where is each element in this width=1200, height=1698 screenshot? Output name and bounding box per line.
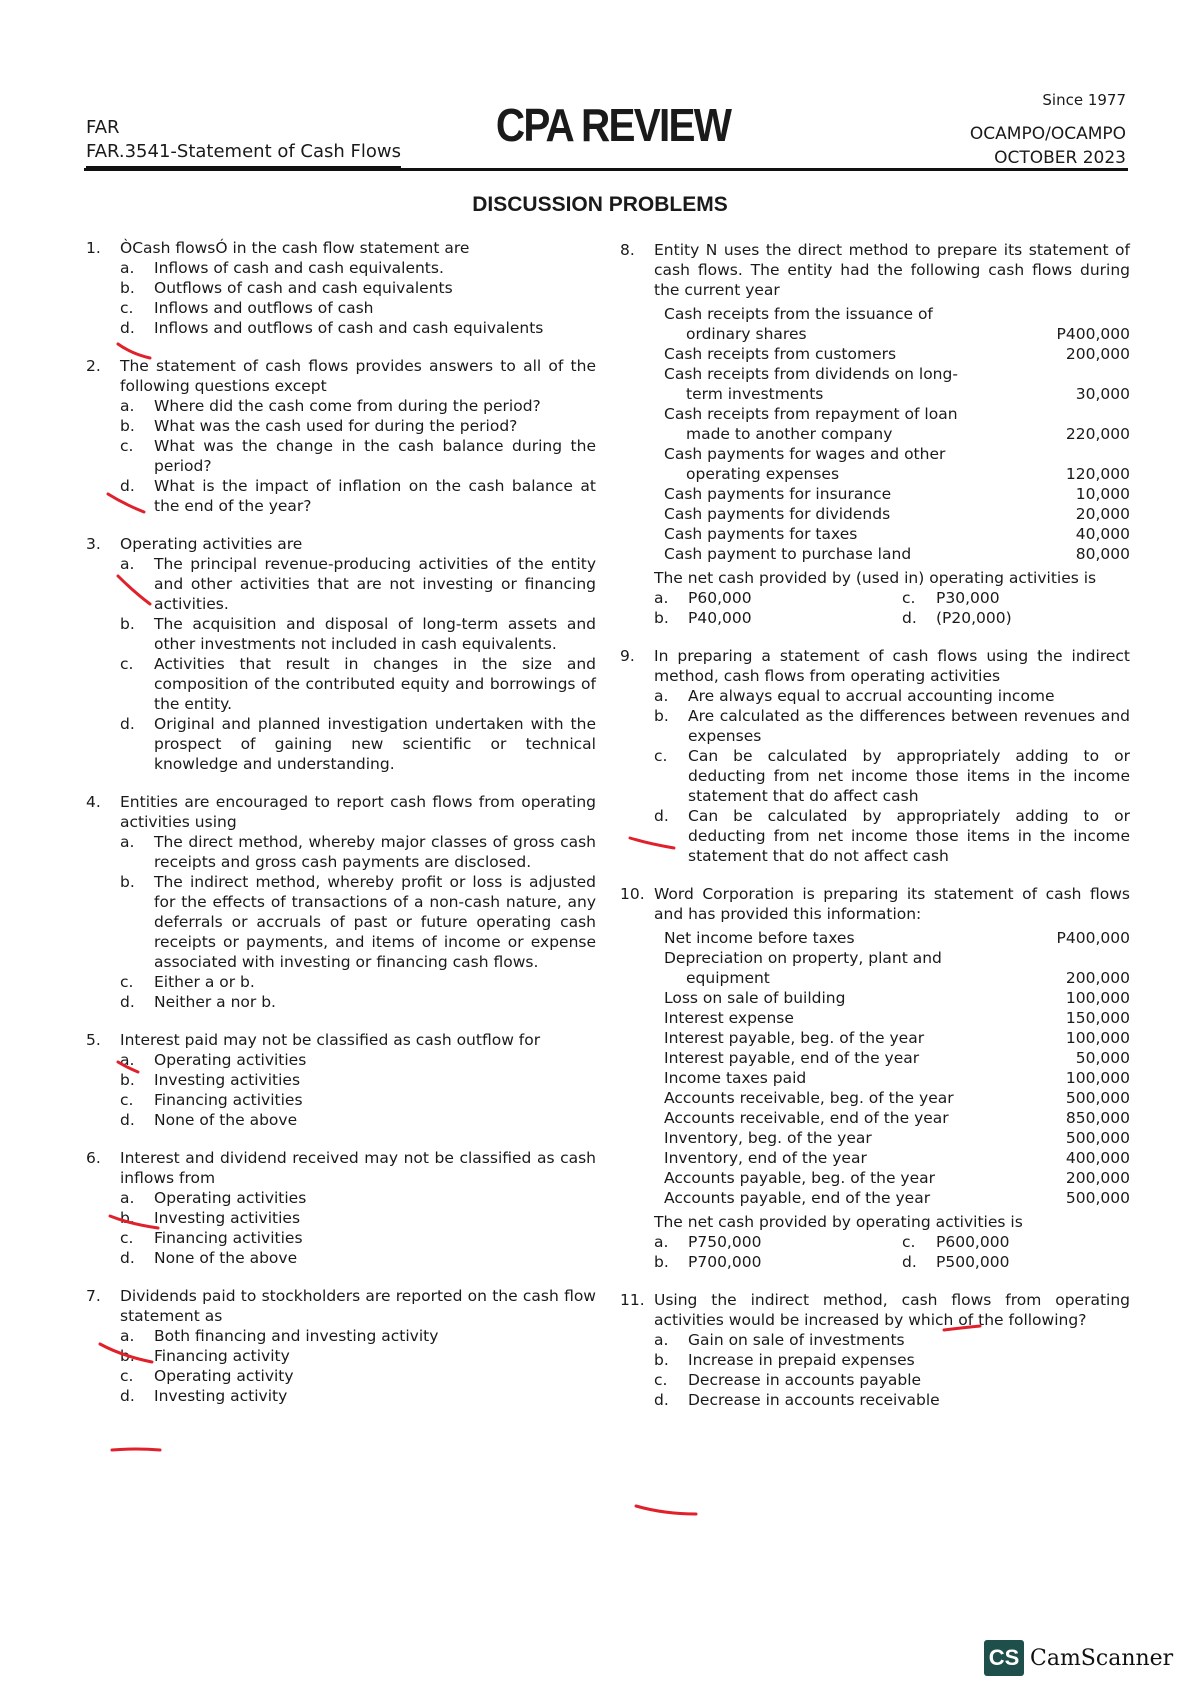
option: c. Can be calculated by appropriately adding to or deducting from net income those items in the income statement that do affect cash [654, 747, 1130, 805]
option: d. Original and planned investigation undertaken with the prospect of gaining new scientific or technical knowledge and understanding. [120, 715, 596, 773]
question-number: 11. [620, 1291, 645, 1309]
option: b. Increase in prepaid expenses [654, 1351, 915, 1369]
question-number: 5. [86, 1031, 101, 1049]
question-text: The statement of cash flows provides answers to all of the following questions except [120, 357, 596, 395]
question-text: Entity N uses the direct method to prepare its statement of cash flows. The entity had the following cash flows during the current year [654, 241, 1130, 299]
option: d. What is the impact of inflation on the cash balance at the end of the year? [120, 477, 596, 515]
question-text: Interest paid may not be classified as cash outflow for [120, 1031, 541, 1049]
option: b. What was the cash used for during the period? [120, 417, 518, 435]
camscanner-brand: CamScanner [1030, 1645, 1174, 1671]
question-number: 2. [86, 357, 101, 375]
option: c. P600,000 [902, 1233, 1010, 1251]
option: d. Decrease in accounts receivable [654, 1391, 940, 1409]
option: a. The direct method, whereby major classes of gross cash receipts and gross cash payments are disclosed. [120, 833, 596, 871]
cpa-review-title: CPA REVIEW [495, 99, 731, 151]
question-prompt: The net cash provided by (used in) operating activities is [654, 569, 1097, 587]
date-label: OCTOBER 2023 [994, 148, 1126, 168]
option: b. Outflows of cash and cash equivalents [120, 279, 453, 297]
option: a. Operating activities [120, 1189, 307, 1207]
option: d. P500,000 [902, 1253, 1010, 1271]
option: c. Financing activities [120, 1229, 303, 1247]
option: a. P60,000 [654, 589, 752, 607]
option: b. P700,000 [654, 1253, 762, 1271]
option: c. Either a or b. [120, 973, 255, 991]
option: c. Financing activities [120, 1091, 303, 1109]
question-text: Dividends paid to stockholders are reported on the cash flow statement as [120, 1287, 596, 1325]
option: d. Inflows and outflows of cash and cash equivalents [120, 319, 544, 337]
option: b. The acquisition and disposal of long-term assets and other investments not included in cash equivalents. [120, 615, 596, 653]
option: d. Investing activity [120, 1387, 288, 1405]
section-title: DISCUSSION PROBLEMS [472, 193, 728, 216]
table-row: Cash receipts from customers 200,000 [664, 345, 1130, 363]
question-number: 1. [86, 239, 101, 257]
option: b. The indirect method, whereby profit or loss is adjusted for the effects of transactions of a non-cash nature, any deferrals or accruals of past or future operating cash receipts or payments, and items of income or expense associated with investing or financing cash flows. [120, 873, 596, 971]
table-row: Income taxes paid 100,000 [664, 1069, 1130, 1087]
answer-mark-q11 [636, 1506, 696, 1514]
table-row: Cash payments for wages and other operating expenses 120,000 [664, 445, 1130, 483]
question-text: Word Corporation is preparing its statement of cash flows and has provided this information: [654, 885, 1130, 923]
table-row: Accounts receivable, end of the year 850,000 [664, 1109, 1130, 1127]
table-row: Cash payment to purchase land 80,000 [664, 545, 1130, 563]
question-number: 10. [620, 885, 645, 903]
table-row: Cash payments for insurance 10,000 [664, 485, 1130, 503]
question-text: Interest and dividend received may not be classified as cash inflows from [120, 1149, 596, 1187]
table-row: Accounts payable, beg. of the year 200,000 [664, 1169, 1130, 1187]
option: a. The principal revenue-producing activities of the entity and other activities that are not investing or financing activities. [120, 555, 596, 613]
question-number: 9. [620, 647, 635, 665]
question-text: ÒCash flowsÓ in the cash flow statement are [120, 239, 470, 257]
table-row: Inventory, beg. of the year 500,000 [664, 1129, 1130, 1147]
question-number: 3. [86, 535, 101, 553]
question-text: Entities are encouraged to report cash flows from operating activities using [120, 793, 596, 831]
answer-mark-q6 [100, 1344, 152, 1362]
table-row: Interest payable, beg. of the year 100,000 [664, 1029, 1130, 1047]
option: a. Gain on sale of investments [654, 1331, 905, 1349]
camscanner-watermark [984, 1640, 1173, 1676]
option: c. What was the change in the cash balance during the period? [120, 437, 596, 475]
table-row: Inventory, end of the year 400,000 [664, 1149, 1130, 1167]
table-row: Loss on sale of building 100,000 [664, 989, 1130, 1007]
table-row: Interest expense 150,000 [664, 1009, 1130, 1027]
table-row: Accounts payable, end of the year 500,000 [664, 1189, 1130, 1207]
table-row: Cash payments for taxes 40,000 [664, 525, 1130, 543]
option: b. Investing activities [120, 1071, 301, 1089]
document-code-title: FAR.3541-Statement of Cash Flows [86, 140, 401, 168]
subject-label: FAR [86, 117, 120, 138]
option: a. Both financing and investing activity [120, 1327, 439, 1345]
option: d. Can be calculated by appropriately adding to or deducting from net income those items in the income statement that do not affect cash [654, 807, 1130, 865]
table-row: Net income before taxes P400,000 [664, 929, 1130, 947]
option: a. Inflows of cash and cash equivalents. [120, 259, 444, 277]
answer-mark-q10 [944, 1326, 980, 1330]
answer-mark-q3 [118, 576, 150, 604]
answer-mark-q1 [118, 344, 150, 358]
option: c. P30,000 [902, 589, 1000, 607]
camscanner-logo-icon: CS [984, 1640, 1024, 1676]
answer-mark-q4 [118, 1062, 138, 1072]
option: d. None of the above [120, 1249, 298, 1267]
option: b. P40,000 [654, 609, 752, 627]
question-number: 8. [620, 241, 635, 259]
answer-mark-q9 [630, 838, 674, 848]
since-label: Since 1977 [1042, 91, 1126, 109]
table-row: Accounts receivable, beg. of the year 500,000 [664, 1089, 1130, 1107]
authors-label: OCAMPO/OCAMPO [969, 124, 1126, 144]
question-number: 7. [86, 1287, 101, 1305]
option: b. Financing activity [120, 1347, 290, 1365]
question-prompt: The net cash provided by operating activities is [654, 1213, 1023, 1231]
table-row: Cash receipts from dividends on long- term investments 30,000 [664, 365, 1130, 403]
option: b. Investing activities [120, 1209, 301, 1227]
table-row: Interest payable, end of the year 50,000 [664, 1049, 1130, 1067]
table-row: Cash receipts from repayment of loan made to another company 220,000 [664, 405, 1130, 443]
answer-mark-q5 [110, 1216, 158, 1228]
option: a. P750,000 [654, 1233, 762, 1251]
table-row: Depreciation on property, plant and equipment 200,000 [664, 949, 1130, 987]
table-row: Cash payments for dividends 20,000 [664, 505, 1130, 523]
option: c. Inflows and outflows of cash [120, 299, 374, 317]
option: a. Are always equal to accrual accounting income [654, 687, 1055, 705]
answer-mark-q2 [108, 494, 144, 512]
answer-mark-q7 [112, 1449, 160, 1450]
table-row: Cash receipts from the issuance of ordinary shares P400,000 [664, 305, 1130, 343]
question-text: Operating activities are [120, 535, 303, 553]
option: a. Where did the cash come from during the period? [120, 397, 541, 415]
question-text: Using the indirect method, cash flows from operating activities would be increased by which of the following? [654, 1291, 1130, 1329]
option: c. Decrease in accounts payable [654, 1371, 922, 1389]
question-number: 6. [86, 1149, 101, 1167]
option: c. Operating activity [120, 1367, 294, 1385]
question-text: In preparing a statement of cash flows using the indirect method, cash flows from operating activities [654, 647, 1130, 685]
option: a. Operating activities [120, 1051, 307, 1069]
option: d. Neither a nor b. [120, 993, 276, 1011]
question-number: 4. [86, 793, 101, 811]
option: c. Activities that result in changes in the size and composition of the contributed equity and borrowings of the entity. [120, 655, 596, 713]
option: d. None of the above [120, 1111, 298, 1129]
option: d. (P20,000) [902, 609, 1012, 627]
option: b. Are calculated as the differences between revenues and expenses [654, 707, 1130, 745]
